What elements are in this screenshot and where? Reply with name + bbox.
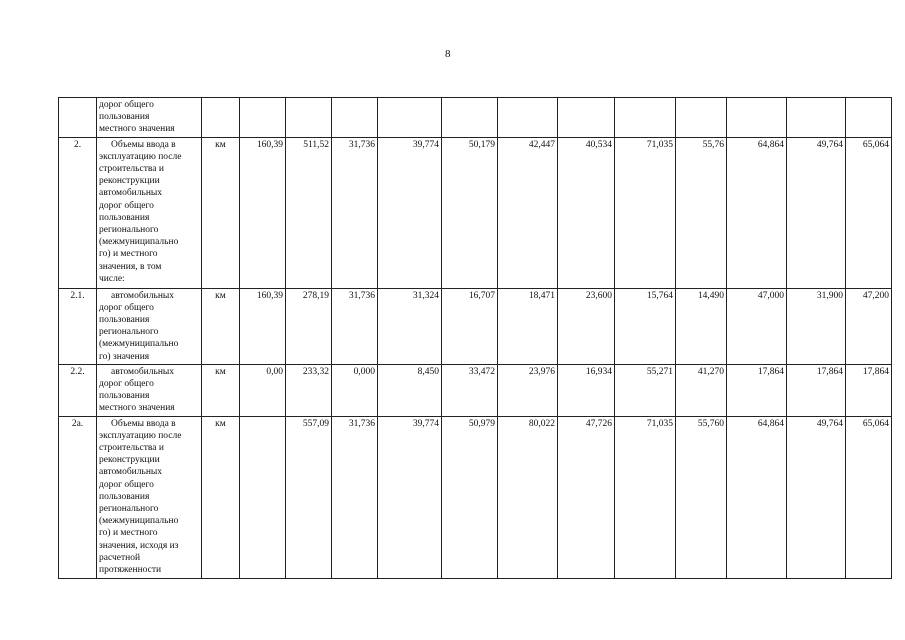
row-name-line: местного значения	[99, 124, 175, 135]
row-name-line: строительства и	[99, 164, 164, 175]
value-cell: 31,736	[332, 288, 378, 364]
value-cell: 47,000	[727, 288, 787, 364]
value-cell: 55,271	[615, 364, 676, 416]
row-name-line: автомобильных	[99, 467, 163, 478]
row-name	[97, 288, 202, 364]
row-name-line: (межмуниципально	[99, 339, 179, 350]
value-cell	[727, 98, 787, 138]
value-cell	[787, 98, 846, 138]
row-index: 2а.	[59, 416, 97, 578]
table-row	[59, 288, 892, 364]
row-name-line: дорог общего	[99, 302, 154, 313]
value-cell: 160,39	[240, 137, 286, 288]
value-cell: 42,447	[498, 137, 558, 288]
data-table	[58, 97, 892, 579]
table-body	[59, 98, 892, 579]
row-name-line: пользования	[99, 315, 150, 326]
value-cell	[442, 98, 498, 138]
row-name	[97, 98, 202, 138]
value-cell: 40,534	[558, 137, 615, 288]
row-name-line: дорог общего	[99, 100, 154, 110]
value-cell: 14,490	[676, 288, 727, 364]
row-name	[97, 416, 202, 578]
value-cell: 160,39	[240, 288, 286, 364]
value-cell	[378, 98, 442, 138]
row-name-line: автомобильных	[99, 188, 163, 199]
value-cell	[615, 98, 676, 138]
row-name-line: эксплуатацию после	[99, 430, 182, 441]
value-cell: 49,764	[787, 137, 846, 288]
row-name-line: пользования	[99, 491, 150, 502]
row-unit: км	[202, 416, 240, 578]
value-cell	[332, 98, 378, 138]
value-cell: 23,976	[498, 364, 558, 416]
row-index: 2.1.	[59, 288, 97, 364]
value-cell: 50,179	[442, 137, 498, 288]
value-cell	[558, 98, 615, 138]
value-cell: 71,035	[615, 137, 676, 288]
row-name-line: Объемы ввода в	[111, 418, 176, 429]
row-index	[59, 98, 97, 138]
value-cell: 49,764	[787, 416, 846, 578]
row-name-line: расчетной	[99, 552, 141, 563]
row-name-line: (межмуниципально	[99, 237, 179, 248]
table-row	[59, 364, 892, 416]
row-name-line: значения, в том	[99, 261, 162, 272]
value-cell: 39,774	[378, 137, 442, 288]
value-cell: 31,736	[332, 137, 378, 288]
value-cell: 80,022	[498, 416, 558, 578]
row-name-line: эксплуатацию после	[99, 151, 182, 162]
row-name-line: пользования	[99, 212, 150, 223]
row-name	[97, 364, 202, 416]
row-name-line: Объемы ввода в	[111, 139, 176, 150]
table-row	[59, 98, 892, 138]
value-cell: 0,000	[332, 364, 378, 416]
value-cell: 0,00	[240, 364, 286, 416]
value-cell: 31,900	[787, 288, 846, 364]
value-cell	[846, 98, 892, 138]
value-cell: 50,979	[442, 416, 498, 578]
value-cell	[676, 98, 727, 138]
value-cell: 17,864	[727, 364, 787, 416]
row-unit	[202, 98, 240, 138]
value-cell: 23,600	[558, 288, 615, 364]
row-name-line: дорог общего	[99, 379, 154, 390]
value-cell	[498, 98, 558, 138]
value-cell: 278,19	[286, 288, 332, 364]
row-name	[97, 137, 202, 288]
row-unit: км	[202, 364, 240, 416]
row-name-line: регионального	[99, 504, 159, 515]
row-name-line: местного значения	[99, 403, 175, 414]
row-name-line: регионального	[99, 225, 159, 236]
value-cell: 17,864	[846, 364, 892, 416]
value-cell: 15,764	[615, 288, 676, 364]
row-name-line: пользования	[99, 391, 150, 402]
value-cell: 71,035	[615, 416, 676, 578]
value-cell: 17,864	[787, 364, 846, 416]
row-name-line: го) и местного	[99, 249, 158, 260]
row-name-line: го) и местного	[99, 528, 158, 539]
row-name-line: пользования	[99, 112, 150, 123]
row-unit: км	[202, 137, 240, 288]
value-cell: 64,864	[727, 416, 787, 578]
value-cell: 55,76	[676, 137, 727, 288]
value-cell: 31,324	[378, 288, 442, 364]
value-cell: 557,09	[286, 416, 332, 578]
row-name-line: реконструкции	[99, 455, 160, 466]
value-cell: 18,471	[498, 288, 558, 364]
value-cell: 47,200	[846, 288, 892, 364]
value-cell: 39,774	[378, 416, 442, 578]
page-number: 8	[445, 48, 451, 60]
value-cell: 65,064	[846, 416, 892, 578]
row-name-line: автомобильных	[111, 366, 175, 377]
value-cell: 31,736	[332, 416, 378, 578]
row-name-line: реконструкции	[99, 176, 160, 187]
value-cell: 16,707	[442, 288, 498, 364]
row-name-line: дорог общего	[99, 200, 154, 211]
value-cell: 55,760	[676, 416, 727, 578]
row-name-line: дорог общего	[99, 479, 154, 490]
value-cell	[286, 98, 332, 138]
row-name-line: числе:	[99, 273, 125, 284]
value-cell: 16,934	[558, 364, 615, 416]
table-row	[59, 416, 892, 578]
row-name-line: значения, исходя из	[99, 540, 179, 551]
value-cell	[240, 98, 286, 138]
row-name-line: автомобильных	[111, 290, 175, 301]
row-unit: км	[202, 288, 240, 364]
value-cell: 65,064	[846, 137, 892, 288]
row-name-line: регионального	[99, 327, 159, 338]
row-index: 2.	[59, 137, 97, 288]
table-row	[59, 137, 892, 288]
row-name-line: протяженности	[99, 565, 162, 576]
value-cell: 41,270	[676, 364, 727, 416]
row-name-line: (межмуниципально	[99, 516, 179, 527]
row-name-line: строительства и	[99, 443, 164, 454]
value-cell: 511,52	[286, 137, 332, 288]
value-cell: 47,726	[558, 416, 615, 578]
value-cell: 33,472	[442, 364, 498, 416]
value-cell: 8,450	[378, 364, 442, 416]
value-cell: 233,32	[286, 364, 332, 416]
row-name-line: го) значения	[99, 351, 150, 362]
row-index: 2.2.	[59, 364, 97, 416]
value-cell: 64,864	[727, 137, 787, 288]
value-cell	[240, 416, 286, 578]
